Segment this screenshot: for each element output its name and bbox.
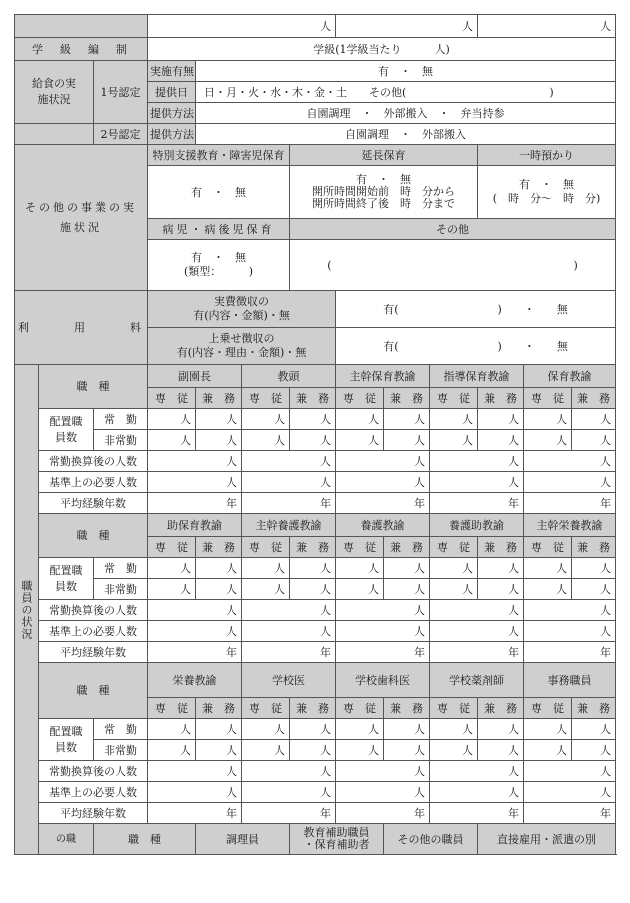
- staff3-cell[interactable]: 人: [290, 740, 336, 761]
- staff3-senju: 専 従: [336, 698, 384, 719]
- staff1-experience-label: 平均経験年数: [39, 493, 148, 514]
- class-org-label: 学 級 編 制: [15, 38, 148, 61]
- fee-actual-line1: 実費徴収の: [214, 295, 270, 308]
- staff3-fulltime-row: [15, 719, 616, 740]
- staff3-senju: 専 従: [430, 698, 478, 719]
- staff2-kenmu: 兼 務: [384, 537, 430, 558]
- staff3-cell[interactable]: 人: [478, 740, 524, 761]
- lunch-cert2-spacer: [15, 124, 94, 145]
- staff2-years[interactable]: 年: [524, 642, 616, 663]
- staff3-required-row: [15, 782, 616, 803]
- temp-hours: ( 時 分～ 時 分): [492, 192, 601, 205]
- staff2-cell[interactable]: 人: [290, 558, 336, 579]
- staff3-parttime: 非常勤: [94, 740, 148, 761]
- staff3-senju: 専 従: [148, 698, 196, 719]
- staff1-sum[interactable]: 人: [430, 451, 524, 472]
- staff3-sum[interactable]: 人: [148, 782, 242, 803]
- staff1-fulltime-row: [15, 409, 616, 430]
- staff3-cell[interactable]: 人: [148, 740, 196, 761]
- staff2-role-1: 主幹養護教諭: [242, 514, 336, 537]
- count-row: [15, 15, 616, 38]
- staff1-parttime: 非常勤: [94, 430, 148, 451]
- fee-actual-label: [148, 291, 336, 328]
- staff1-senju: 専 従: [336, 388, 384, 409]
- staff1-role-3: 指導保育教諭: [430, 365, 524, 388]
- staff1-cell[interactable]: 人: [148, 409, 196, 430]
- staff1-fte-label: 常勤換算後の人数: [39, 451, 148, 472]
- facility-table: [14, 14, 616, 855]
- class-org-row: [15, 38, 616, 61]
- lunch-label: 給食の実施状況: [15, 61, 94, 124]
- staff2-sum[interactable]: 人: [242, 600, 336, 621]
- staff2-experience-row: [15, 642, 616, 663]
- staff3-years[interactable]: 年: [336, 803, 430, 824]
- staff2-sum[interactable]: 人: [148, 621, 242, 642]
- count-cell-2[interactable]: 人: [336, 15, 478, 38]
- staff3-cell[interactable]: 人: [572, 719, 616, 740]
- staff1-cell[interactable]: 人: [336, 430, 384, 451]
- count-label-cell: [15, 15, 148, 38]
- staff1-cell[interactable]: 人: [430, 430, 478, 451]
- staff1-kenmu: 兼 務: [196, 388, 242, 409]
- staff2-cell[interactable]: 人: [148, 558, 196, 579]
- staff3-role-4: 事務職員: [524, 663, 616, 698]
- staff2-sum[interactable]: 人: [430, 600, 524, 621]
- staff3-sum[interactable]: 人: [524, 761, 616, 782]
- staff3-sum[interactable]: 人: [524, 782, 616, 803]
- staff1-years[interactable]: 年: [242, 493, 336, 514]
- staff-label: 職員の状況: [15, 365, 39, 855]
- staff1-sum[interactable]: 人: [336, 472, 430, 493]
- staff3-sum[interactable]: 人: [242, 761, 336, 782]
- bottom-shokushu: 職 種: [94, 824, 196, 855]
- special-value[interactable]: 有 ・ 無: [148, 166, 290, 219]
- staff3-shokushu: 職 種: [39, 663, 148, 719]
- lunch-method-label-1: 提供方法: [148, 103, 196, 124]
- staff1-experience-row: [15, 493, 616, 514]
- staff2-sum[interactable]: 人: [430, 621, 524, 642]
- staff3-kenmu: 兼 務: [384, 698, 430, 719]
- sick-head: 病児・病後児保育: [148, 219, 290, 240]
- extended-head: 延長保育: [290, 145, 478, 166]
- staff3-kenmu: 兼 務: [572, 698, 616, 719]
- staff1-cell[interactable]: 人: [336, 409, 384, 430]
- staff1-sum[interactable]: 人: [524, 472, 616, 493]
- staff2-cell[interactable]: 人: [572, 558, 616, 579]
- staff2-cell[interactable]: 人: [242, 558, 290, 579]
- staff1-cell[interactable]: 人: [478, 430, 524, 451]
- staff3-cell[interactable]: 人: [242, 719, 290, 740]
- lunch-method-value-2[interactable]: 自園調理 ・ 外部搬入: [196, 124, 616, 145]
- staff1-cell[interactable]: 人: [148, 430, 196, 451]
- staff3-cell[interactable]: 人: [336, 740, 384, 761]
- staff2-experience-label: 平均経験年数: [39, 642, 148, 663]
- fee-upper-label: [148, 328, 336, 365]
- staff2-sum[interactable]: 人: [336, 600, 430, 621]
- staff2-sum[interactable]: 人: [524, 600, 616, 621]
- staff1-cell[interactable]: 人: [572, 409, 616, 430]
- staff1-sum[interactable]: 人: [242, 472, 336, 493]
- staff2-fulltime: 常 勤: [94, 558, 148, 579]
- staff3-cell[interactable]: 人: [196, 740, 242, 761]
- staff3-cell[interactable]: 人: [384, 740, 430, 761]
- staff3-cell[interactable]: 人: [148, 719, 196, 740]
- staff2-senju: 専 従: [524, 537, 572, 558]
- lunch-days-label: 提供日: [148, 82, 196, 103]
- staff1-parttime-row: [15, 430, 616, 451]
- staff2-cell[interactable]: 人: [336, 579, 384, 600]
- staff3-cell[interactable]: 人: [572, 740, 616, 761]
- staff1-cell[interactable]: 人: [524, 430, 572, 451]
- fee-actual-line2: 有(内容・金額)・無: [193, 309, 290, 322]
- staff1-senju: 専 従: [524, 388, 572, 409]
- staff1-years[interactable]: 年: [524, 493, 616, 514]
- staff1-cell[interactable]: 人: [430, 409, 478, 430]
- staff3-sum[interactable]: 人: [242, 782, 336, 803]
- staff1-shokushu: 職 種: [39, 365, 148, 409]
- class-org-value[interactable]: 学級(1学級当たり 人): [148, 38, 616, 61]
- bottom-assist: [290, 824, 384, 855]
- staff3-cell[interactable]: 人: [430, 719, 478, 740]
- staff2-years[interactable]: 年: [336, 642, 430, 663]
- staff1-cell[interactable]: 人: [384, 409, 430, 430]
- staff1-kenmu: 兼 務: [478, 388, 524, 409]
- other-head-row: [15, 145, 616, 166]
- staff2-cell[interactable]: 人: [478, 558, 524, 579]
- staff2-fte-row: [15, 600, 616, 621]
- bottom-direct: 直接雇用・派遣の別: [478, 824, 616, 855]
- fee-upper-line2: 有(内容・理由・金額)・無: [176, 346, 307, 359]
- staff2-years[interactable]: 年: [148, 642, 242, 663]
- staff2-kenmu: 兼 務: [572, 537, 616, 558]
- staff1-sum[interactable]: 人: [242, 451, 336, 472]
- staff2-cell[interactable]: 人: [572, 579, 616, 600]
- staff1-cell[interactable]: 人: [572, 430, 616, 451]
- form-sheet: [14, 14, 615, 855]
- staff2-senju: 専 従: [148, 537, 196, 558]
- lunch-method-value-1[interactable]: 自園調理 ・ 外部搬入 ・ 弁当持参: [196, 103, 616, 124]
- staff3-experience-row: [15, 803, 616, 824]
- staff2-cell[interactable]: 人: [524, 558, 572, 579]
- lunch-days-value[interactable]: 日・月・火・水・木・金・土 その他( ): [196, 82, 616, 103]
- staff3-senju: 専 従: [524, 698, 572, 719]
- staff1-sum[interactable]: 人: [336, 451, 430, 472]
- staff2-role-0: 助保育教諭: [148, 514, 242, 537]
- staff1-title-row: [15, 365, 616, 388]
- staff1-sum[interactable]: 人: [524, 451, 616, 472]
- staff1-role-1: 教頭: [242, 365, 336, 388]
- staff2-role-2: 養護教諭: [336, 514, 430, 537]
- staff2-cell[interactable]: 人: [290, 579, 336, 600]
- staff2-sum[interactable]: 人: [148, 600, 242, 621]
- staff3-years[interactable]: 年: [148, 803, 242, 824]
- lunch-row-method2: [15, 124, 616, 145]
- staff3-fulltime: 常 勤: [94, 719, 148, 740]
- count-cell-3[interactable]: 人: [478, 15, 616, 38]
- staff2-required-label: 基準上の必要人数: [39, 621, 148, 642]
- staff3-cell[interactable]: 人: [478, 719, 524, 740]
- staff3-cell[interactable]: 人: [524, 719, 572, 740]
- lunch-method-label-2: 提供方法: [148, 124, 196, 145]
- staff2-cell[interactable]: 人: [384, 558, 430, 579]
- staff1-role-4: 保育教諭: [524, 365, 616, 388]
- staff2-cell[interactable]: 人: [336, 558, 384, 579]
- staff3-cell[interactable]: 人: [524, 740, 572, 761]
- staff1-fte-row: [15, 451, 616, 472]
- staff3-cell[interactable]: 人: [290, 719, 336, 740]
- staff2-cell[interactable]: 人: [242, 579, 290, 600]
- staff2-sum[interactable]: 人: [524, 621, 616, 642]
- staff1-sum[interactable]: 人: [148, 451, 242, 472]
- staff3-cell[interactable]: 人: [336, 719, 384, 740]
- staff3-placement: 配置職員数: [39, 719, 94, 761]
- staff3-required-label: 基準上の必要人数: [39, 782, 148, 803]
- staff1-senju: 専 従: [430, 388, 478, 409]
- extended-yesno: 有 ・ 無: [356, 173, 412, 186]
- other-label: その他の事業の実施状況: [15, 145, 148, 291]
- lunch-cert2: 2号認定: [94, 124, 148, 145]
- fee-upper-line1: 上乗せ徴収の: [208, 332, 275, 345]
- staff3-sum[interactable]: 人: [336, 782, 430, 803]
- staff3-fte-label: 常勤換算後の人数: [39, 761, 148, 782]
- lunch-cert1: 1号認定: [94, 61, 148, 124]
- staff3-sum[interactable]: 人: [430, 782, 524, 803]
- staff3-years[interactable]: 年: [524, 803, 616, 824]
- staff1-senju: 専 従: [242, 388, 290, 409]
- staff1-cell[interactable]: 人: [384, 430, 430, 451]
- bottom-fragment: の職: [39, 824, 94, 855]
- staff3-cell[interactable]: 人: [196, 719, 242, 740]
- staff2-kenmu: 兼 務: [290, 537, 336, 558]
- staff2-role-4: 主幹栄養教諭: [524, 514, 616, 537]
- staff2-parttime: 非常勤: [94, 579, 148, 600]
- staff1-required-row: [15, 472, 616, 493]
- staff3-parttime-row: [15, 740, 616, 761]
- staff3-cell[interactable]: 人: [242, 740, 290, 761]
- staff1-cell[interactable]: 人: [290, 409, 336, 430]
- sick-value[interactable]: [148, 240, 290, 291]
- staff3-sum[interactable]: 人: [430, 761, 524, 782]
- sick-type: (類型： ): [183, 265, 254, 278]
- staff2-cell[interactable]: 人: [196, 579, 242, 600]
- extended-open-after: 開所時間終了後 時 分まで: [312, 197, 456, 210]
- staff3-role-1: 学校医: [242, 663, 336, 698]
- fee-actual-value[interactable]: 有( ) ・ 無: [336, 291, 616, 328]
- bottom-assist-line1: 教育補助職員: [303, 826, 370, 839]
- staff2-role-3: 養護助教諭: [430, 514, 524, 537]
- staff2-years[interactable]: 年: [430, 642, 524, 663]
- staff3-role-2: 学校歯科医: [336, 663, 430, 698]
- bottom-cook: 調理員: [196, 824, 290, 855]
- staff3-years[interactable]: 年: [242, 803, 336, 824]
- bottom-assist-line2: ・保育補助者: [303, 838, 370, 851]
- fee-actual-row: [15, 291, 616, 328]
- bottom-row: [15, 824, 616, 855]
- staff2-placement: 配置職員数: [39, 558, 94, 600]
- staff3-role-0: 栄養教諭: [148, 663, 242, 698]
- staff1-sum[interactable]: 人: [148, 472, 242, 493]
- sick-yesno: 有 ・ 無: [191, 251, 247, 264]
- staff3-senju: 専 従: [242, 698, 290, 719]
- extended-open-before: 開所時間開始前 時 分から: [312, 185, 456, 198]
- extended-value[interactable]: [290, 166, 478, 219]
- sonota-head: その他: [290, 219, 616, 240]
- staff2-sum[interactable]: 人: [336, 621, 430, 642]
- lunch-impl-label: 実施有無: [148, 61, 196, 82]
- count-cell-1[interactable]: 人: [148, 15, 336, 38]
- temp-value[interactable]: [478, 166, 616, 219]
- temp-yesno: 有 ・ 無: [519, 178, 575, 191]
- staff2-cell[interactable]: 人: [196, 558, 242, 579]
- staff2-kenmu: 兼 務: [196, 537, 242, 558]
- staff1-kenmu: 兼 務: [384, 388, 430, 409]
- special-head: 特別支援教育・障害児保育: [148, 145, 290, 166]
- staff1-cell[interactable]: 人: [196, 430, 242, 451]
- staff2-fulltime-row: [15, 558, 616, 579]
- staff2-kenmu: 兼 務: [478, 537, 524, 558]
- staff1-years[interactable]: 年: [148, 493, 242, 514]
- staff2-shokushu: 職 種: [39, 514, 148, 558]
- staff2-fte-label: 常勤換算後の人数: [39, 600, 148, 621]
- staff1-fulltime: 常 勤: [94, 409, 148, 430]
- staff1-years[interactable]: 年: [336, 493, 430, 514]
- staff3-years[interactable]: 年: [430, 803, 524, 824]
- staff2-title-row: [15, 514, 616, 537]
- staff1-role-2: 主幹保育教諭: [336, 365, 430, 388]
- staff2-cell[interactable]: 人: [430, 579, 478, 600]
- staff1-years[interactable]: 年: [430, 493, 524, 514]
- staff1-cell[interactable]: 人: [196, 409, 242, 430]
- lunch-impl-value[interactable]: 有 ・ 無: [196, 61, 616, 82]
- staff3-kenmu: 兼 務: [478, 698, 524, 719]
- fee-label: 利 用 料: [15, 291, 148, 365]
- staff1-cell[interactable]: 人: [242, 430, 290, 451]
- sonota-value[interactable]: ( ): [290, 240, 616, 291]
- staff1-placement: 配置職員数: [39, 409, 94, 451]
- staff2-cell[interactable]: 人: [384, 579, 430, 600]
- bottom-other-staff: その他の職員: [384, 824, 478, 855]
- temp-head: 一時預かり: [478, 145, 616, 166]
- lunch-row-impl: [15, 61, 616, 82]
- staff3-title-row: [15, 663, 616, 698]
- staff2-sum[interactable]: 人: [242, 621, 336, 642]
- staff1-kenmu: 兼 務: [290, 388, 336, 409]
- staff3-sum[interactable]: 人: [148, 761, 242, 782]
- staff3-cell[interactable]: 人: [430, 740, 478, 761]
- staff2-cell[interactable]: 人: [430, 558, 478, 579]
- staff1-cell[interactable]: 人: [290, 430, 336, 451]
- staff3-kenmu: 兼 務: [196, 698, 242, 719]
- staff1-senju: 専 従: [148, 388, 196, 409]
- staff2-required-row: [15, 621, 616, 642]
- staff1-cell[interactable]: 人: [478, 409, 524, 430]
- staff2-cell[interactable]: 人: [478, 579, 524, 600]
- staff1-cell[interactable]: 人: [242, 409, 290, 430]
- staff1-role-0: 副園長: [148, 365, 242, 388]
- staff1-cell[interactable]: 人: [524, 409, 572, 430]
- staff2-cell[interactable]: 人: [524, 579, 572, 600]
- staff2-senju: 専 従: [430, 537, 478, 558]
- staff1-kenmu: 兼 務: [572, 388, 616, 409]
- staff1-required-label: 基準上の必要人数: [39, 472, 148, 493]
- staff2-parttime-row: [15, 579, 616, 600]
- staff3-cell[interactable]: 人: [384, 719, 430, 740]
- staff2-senju: 専 従: [242, 537, 290, 558]
- staff3-experience-label: 平均経験年数: [39, 803, 148, 824]
- staff3-kenmu: 兼 務: [290, 698, 336, 719]
- staff3-sum[interactable]: 人: [336, 761, 430, 782]
- staff3-fte-row: [15, 761, 616, 782]
- staff2-years[interactable]: 年: [242, 642, 336, 663]
- staff2-cell[interactable]: 人: [148, 579, 196, 600]
- staff1-sum[interactable]: 人: [430, 472, 524, 493]
- fee-upper-value[interactable]: 有( ) ・ 無: [336, 328, 616, 365]
- staff2-senju: 専 従: [336, 537, 384, 558]
- staff3-role-3: 学校薬剤師: [430, 663, 524, 698]
